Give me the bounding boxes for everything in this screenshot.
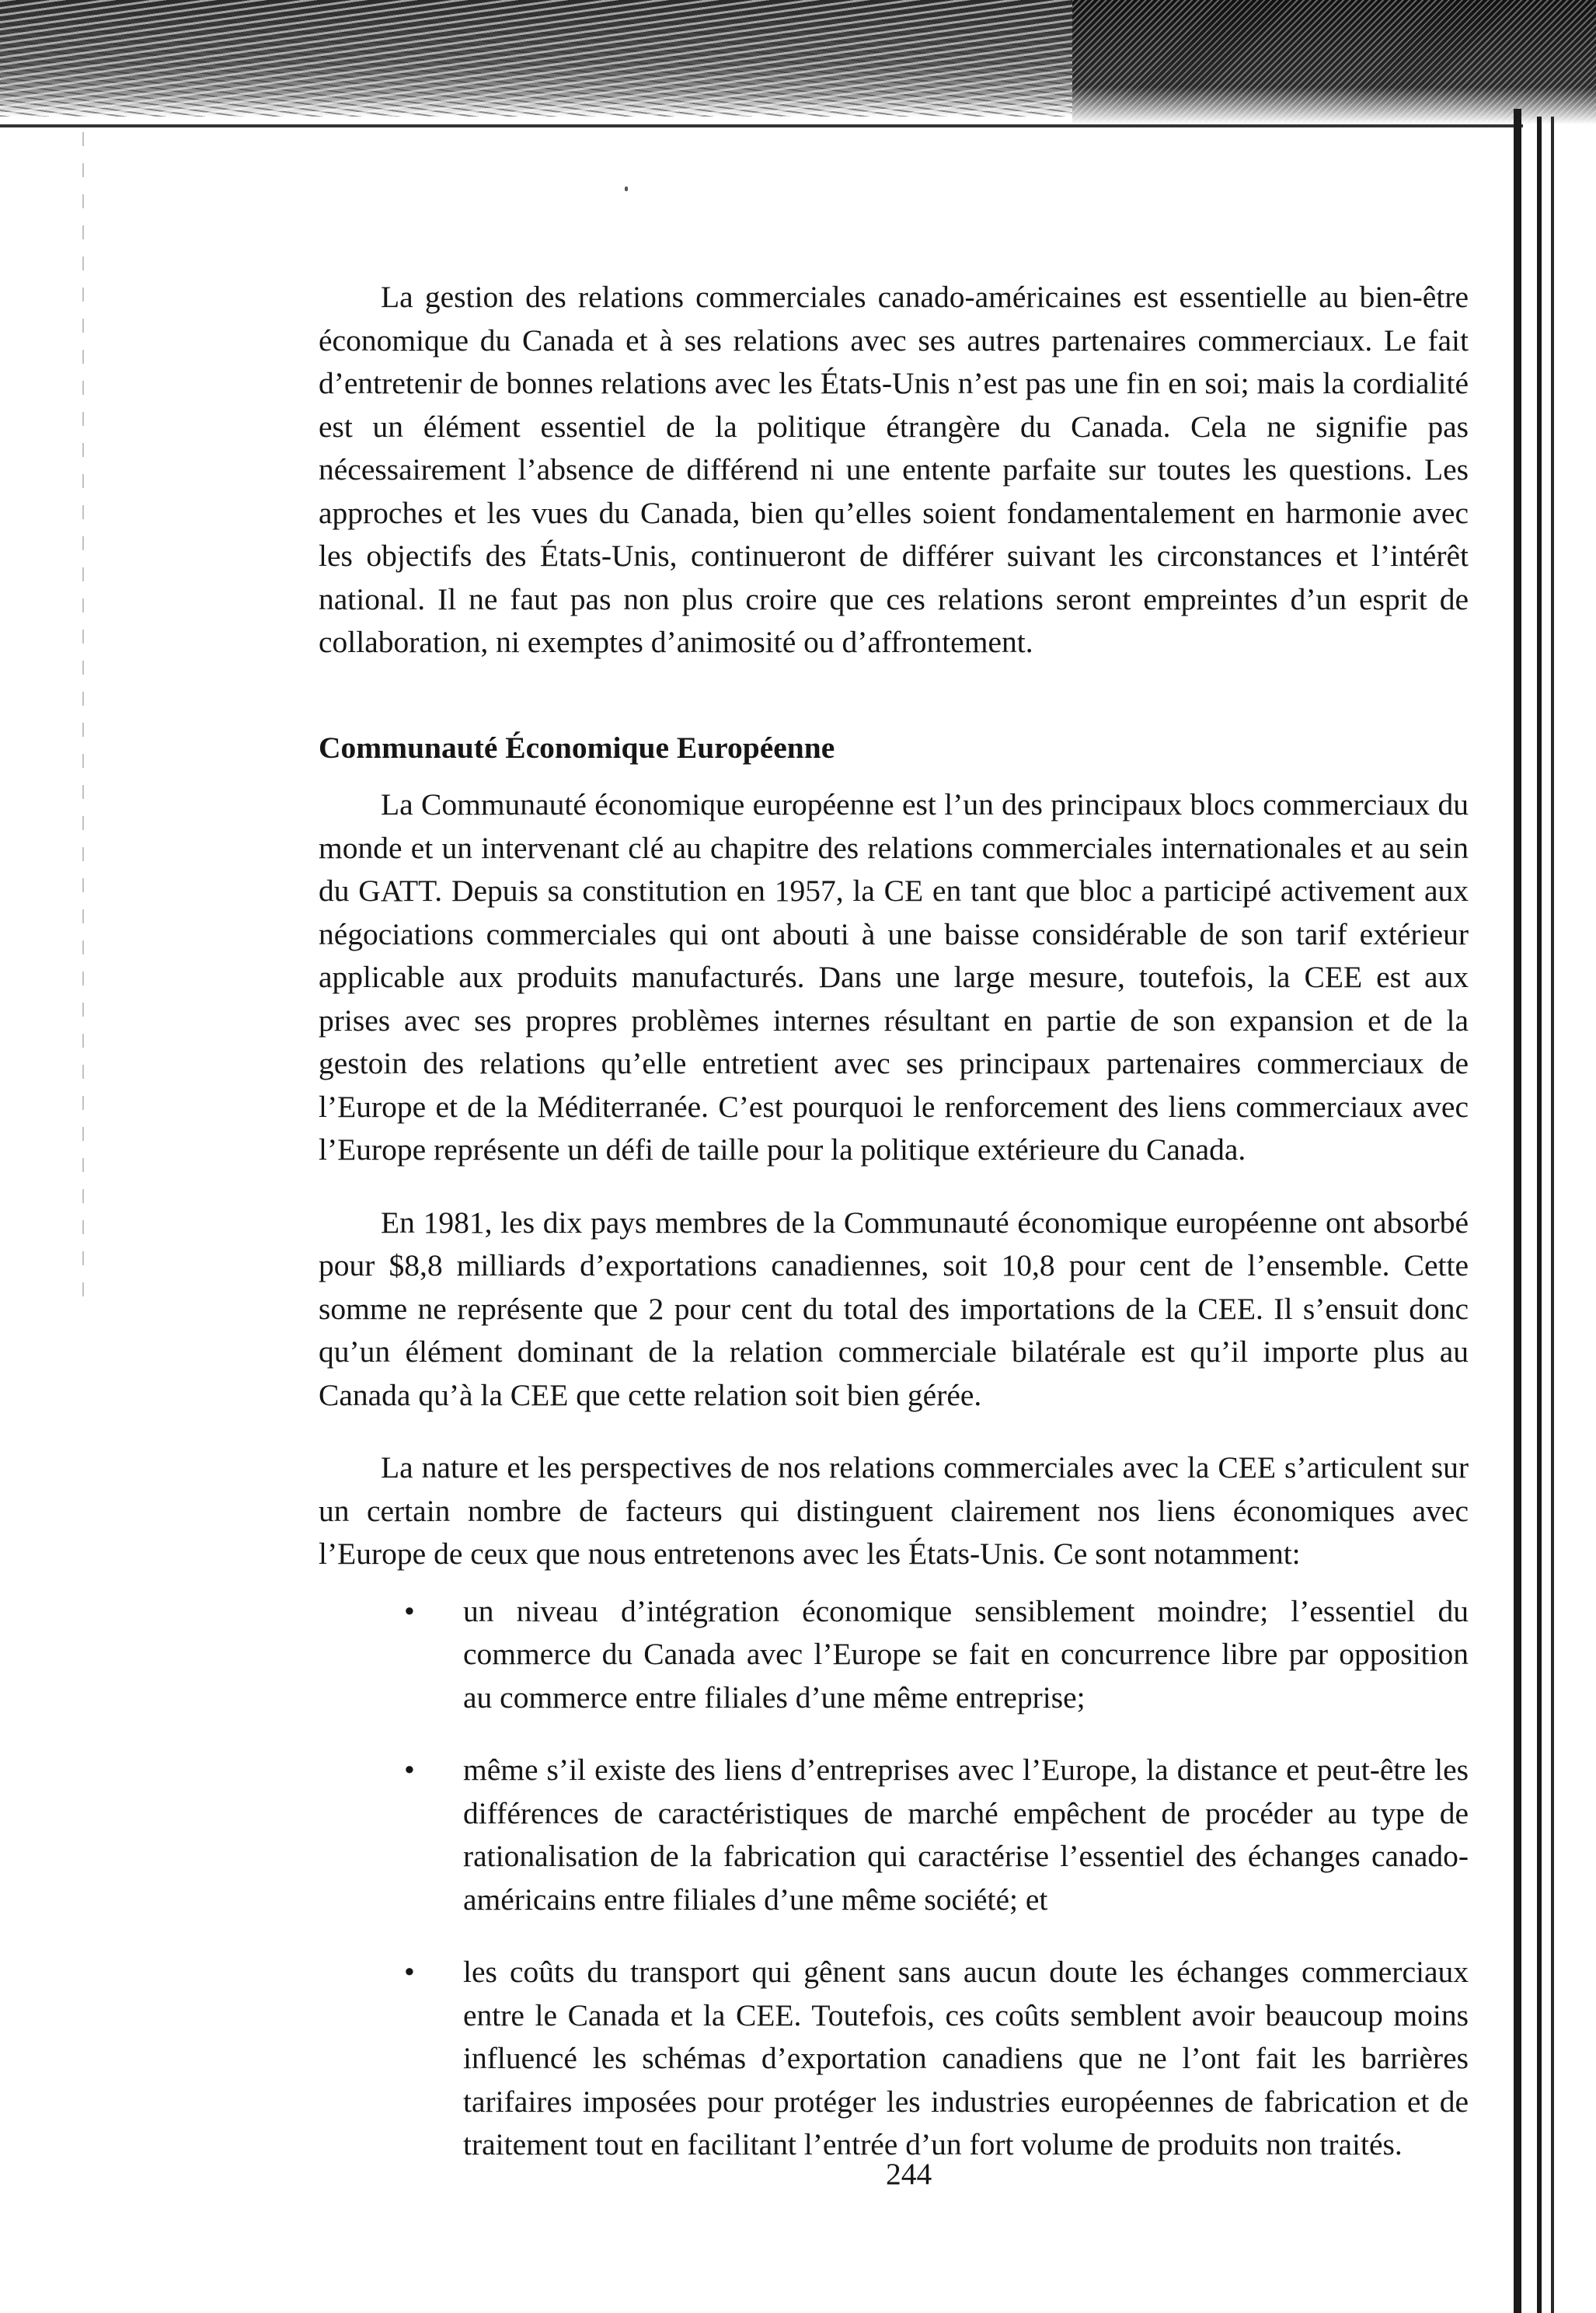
page-body bbox=[319, 276, 1469, 2196]
section-heading: Communauté Économique Européenne bbox=[319, 730, 835, 765]
list-item bbox=[319, 1749, 1469, 1921]
paragraph-cee-factors: La nature et les perspectives de nos relations commerciales avec la CEE s’articulent sur un certain nombre de facteurs qui distinguent clairement nos liens économiques avec l’Europe de ceux que nous entretenons avec les États-Unis. Ce sont notamment: bbox=[319, 1450, 1469, 1571]
list-item bbox=[319, 1590, 1469, 1720]
paragraph-cee-overview: La Communauté économique européenne est l’un des principaux blocs commerciaux du monde et un intervenant clé au chapitre des relations commerciales internationales et au sein du GATT. Depuis sa constitution en 1957, la CE en tant que bloc a participé activement aux négociations commerciales qui ont abouti à une baisse considérable de son tarif extérieur applicable aux produits manufacturés. Dans une large mesure, toutefois, la CEE est aux prises avec ses propres problèmes internes résultant en partie de son expansion et de la gestoin des relations qu’elle entretient avec ses principaux partenaires commerciaux de l’Europe et de la Méditerranée. C’est pourquoi le renforcement des liens commerciaux avec l’Europe représente un défi de taille pour la politique extérieure du Canada. bbox=[319, 787, 1469, 1167]
bullet-icon: • bbox=[404, 1955, 415, 1989]
paragraph-cee-exports: En 1981, les dix pays membres de la Communauté économique européenne ont absorbé pour $8,8 milliards d’exportations canadiennes, soit 10,8 pour cent de l’ensemble. Cette somme ne représente que 2 pour cent du total des importations de la CEE. Il s’ensuit donc qu’un élément dominant de la relation commerciale bilatérale est qu’il importe plus au Canada qu’à la CEE que cette relation soit bien gérée. bbox=[319, 1205, 1469, 1412]
scan-speck bbox=[625, 187, 628, 191]
bullet-icon: • bbox=[404, 1593, 415, 1628]
list-item-text: même s’il existe des liens d’entreprises avec l’Europe, la distance et peut-être les différences de caractéristiques de marché empêchent de procéder au type de rationalisation de la fabrication qui caractérise l’essentiel des échanges canado-américains entre filiales d’une même société; et bbox=[463, 1753, 1469, 1917]
list-item bbox=[319, 1951, 1469, 2167]
paragraph-intro: La gestion des relations commerciales canado-américaines est essentielle au bien-être économique du Canada et à ses relations avec ses autres partenaires commerciaux. Le fait d’entretenir de bonnes relations avec les États-Unis n’est pas une fin en soi; mais la cordialité est un élément essentiel de la politique étrangère du Canada. Cela ne signifie pas nécessairement l’absence de différend ni une entente parfaite sur toutes les questions. Les approches et les vues du Canada, bien qu’elles soient fondamentalement en harmonie avec les objectifs des États-Unis, continueront de différer suivant les circonstances et l’intérêt national. Il ne faut pas non plus croire que ces relations seront empreintes d’un esprit de collaboration, ni exemptes d’animosité ou d’affrontement. bbox=[319, 280, 1469, 659]
scan-artifact-right-edge-3 bbox=[1551, 117, 1554, 2313]
scan-artifact-right-edge-2 bbox=[1537, 117, 1542, 2313]
page-number: 244 bbox=[886, 2157, 932, 2191]
scan-artifact-right-edge bbox=[1514, 109, 1521, 2313]
scan-artifact-top-right bbox=[1072, 0, 1596, 124]
bullet-icon: • bbox=[404, 1753, 415, 1787]
list-item-text: les coûts du transport qui gênent sans aucun doute les échanges commerciaux entre le Canada et la CEE. Toutefois, ces coûts semblent avoir beaucoup moins influencé les schémas d’exportation canadiens que ne l’ont fait les barrières tarifaires imposées pour protéger les industries européennes de fabrication et de traitement tout en facilitant l’entrée d’un fort volume de produits non traités. bbox=[463, 1955, 1469, 2161]
scan-artifact-left-edge bbox=[82, 132, 84, 1298]
factor-list bbox=[319, 1590, 1469, 2167]
scan-artifact-rule bbox=[0, 124, 1523, 127]
list-item-text: un niveau d’intégration économique sensiblement moindre; l’essentiel du commerce du Canada avec l’Europe se fait en concurrence libre par opposition au commerce entre filiales d’une même entreprise; bbox=[463, 1593, 1469, 1715]
